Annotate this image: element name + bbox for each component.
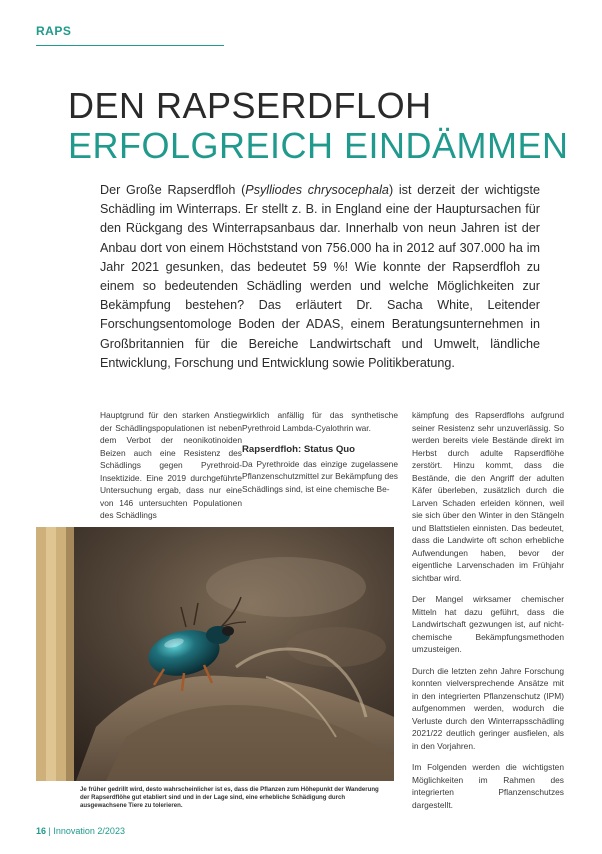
lead-part-1: Der Große Rapserdfloh ( — [100, 183, 246, 197]
page-footer — [36, 826, 125, 836]
lead-part-2: ) ist derzeit der wichtigste Schädling im Winterraps. Er stellt z. B. in England eine der Hauptursachen für den Rückgang des Winterrapsanbaus dar. Innerhalb von neun Jahren ist der Anbau dort von einem Höchststand von 756.000 ha in 2012 auf 307.000 ha im Jahr 2021 gesunken, das bedeutet 59 %! Wie konnte der Rapserdfloh zu einem so bedeutenden Schädling werden und welche Möglichkeiten zur Bekämpfung bestehen? Das erläutert Dr. Sacha White, Leitender Forschungsentomologe Boden der ADAS, einem Beratungsunternehmen in Großbritannien für die Bereiche Landwirtschaft und Umwelt, ländliche Entwicklung, Forschung und Entwicklung sowie Politikberatung. — [100, 183, 540, 370]
footer-separator: | — [48, 826, 51, 836]
body-paragraph: Im Folgenden werden die wichtigsten Möglichkeiten im Rahmen des integrierten Pflanzenschutzes dargestellt. — [412, 762, 564, 810]
subheading: Rapserdfloh: Status Quo — [242, 444, 355, 455]
body-paragraph: wirklich anfällig für das synthetische Pyrethroid Lambda-Cyalothrin war. — [242, 410, 398, 433]
body-paragraph: Hauptgrund für den starken Anstieg der Schädlingspopulationen ist neben dem Verbot der neonikotinoiden Beizen auch eine Resistenz des Schädlings gegen Pyrethroid-Insektizide. Eine 2019 durchgeführte Untersuchung ergab, dass nur eine von 146 untersuchten Populationen des Schädlings — [100, 410, 242, 520]
body-column-2 — [242, 409, 398, 504]
beetle-photo — [36, 527, 394, 781]
body-paragraph: Der Mangel wirksamer chemischer Mitteln hat dazu geführt, dass die Landwirtschaft gezwungen ist, auf nicht-chemische Bekämpfungsmethoden umzusteigen. — [412, 594, 564, 654]
title-line-1: DEN RAPSERDFLOH — [68, 85, 432, 126]
body-paragraph: Durch die letzten zehn Jahre Forschung konnten vielversprechende Ansätze mit in den integrierten Pflanzenschutz (IPM) aufgenommen werden, wodurch die Verluste durch den Winterrapsschädling 2021/22 deutlich geringer ausfielen, als in den Vorjahren. — [412, 665, 564, 751]
species-name: Psylliodes chrysocephala — [245, 183, 389, 197]
page-number: 16 — [36, 826, 47, 836]
body-column-1 — [100, 409, 242, 531]
photo-caption: Je früher gedrillt wird, desto wahrscheinlicher ist es, dass die Pflanzen zum Höhepunkt der Wanderung der Rapserdflöhe gut etabliert sind und in der Lage sind, eine erhebliche Schädigung durch ausgewachsene Tiere zu tolerieren. — [80, 786, 379, 810]
section-label: RAPS — [36, 24, 72, 38]
body-paragraph: Da Pyrethroide das einzige zugelassene Pflanzenschutzmittel zur Bekämpfung des Schädlings sind, ist eine chemische Be- — [242, 458, 398, 494]
lead-paragraph — [100, 181, 540, 373]
body-paragraph: kämpfung des Rapserdflohs aufgrund seiner Resistenz sehr unzuverlässig. So werden bereits viele Bestände direkt im Herbst durch adulte Rapserdflöhe zerstört. Hinzu kommt, dass die Bestände, die den Angriff der adulten Käfer überleben, zusätzlich durch die Larven Schaden erleiden können, weil sie sich über den Winter in den Stängeln und Blattstielen einnisten. Das bedeutet, dass die Landwirte oft schon erhebliche Aufwendungen haben, bevor der eigentliche Larvenschaden im Frühjahr sichtbar wird. — [412, 410, 564, 583]
publication-name: Innovation 2/2023 — [53, 826, 125, 836]
title-line-2: ERFOLGREICH EINDÄMMEN — [68, 125, 569, 166]
section-rule — [36, 45, 224, 46]
body-column-3 — [412, 409, 564, 820]
